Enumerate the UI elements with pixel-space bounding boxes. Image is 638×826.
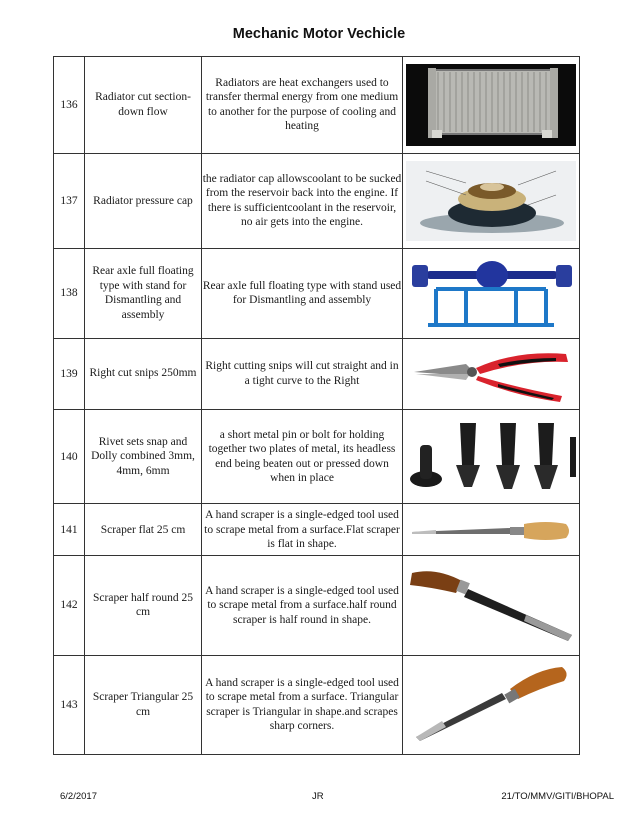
table-row	[54, 504, 580, 556]
item-name: Right cut snips 250mm	[85, 338, 202, 409]
item-description: the radiator cap allowscoolant to be sucked from the reservoir back into the engine. If there is sufficientcoolant in the reservoir, no air gets into the engine.	[202, 153, 403, 248]
item-description: Radiators are heat exchangers used to transfer thermal energy from one medium to another for the purpose of cooling and heating	[202, 57, 403, 154]
row-number: 139	[54, 338, 85, 409]
snips-image	[403, 338, 580, 409]
footer-date: 6/2/2017	[60, 791, 97, 802]
footer-code: 21/TO/MMV/GITI/BHOPAL	[501, 791, 614, 802]
footer-author: JR	[312, 791, 324, 802]
table-row	[54, 338, 580, 409]
rivet-sets-image	[403, 409, 580, 504]
flat-scraper-image	[403, 504, 580, 556]
item-description: A hand scraper is a single-edged tool used to scrape metal from a surface.half round scraper is half round in shape.	[202, 556, 403, 655]
item-name: Radiator pressure cap	[85, 153, 202, 248]
row-number: 141	[54, 504, 85, 556]
row-number: 137	[54, 153, 85, 248]
item-description: a short metal pin or bolt for holding together two plates of metal, its headless end being beaten out or pressed down when in place	[202, 409, 403, 504]
equipment-table	[53, 56, 580, 755]
table-row	[54, 556, 580, 655]
triangular-scraper-image	[403, 655, 580, 754]
item-name: Scraper half round 25 cm	[85, 556, 202, 655]
table-row	[54, 57, 580, 154]
table-row	[54, 153, 580, 248]
item-description: A hand scraper is a single-edged tool used to scrape metal from a surface.Flat scraper is flat in shape.	[202, 504, 403, 556]
item-description: A hand scraper is a single-edged tool used to scrape metal from a surface. Triangular scraper is Triangular in shape.and scrapes sharp corners.	[202, 655, 403, 754]
item-description: Rear axle full floating type with stand used for Dismantling and assembly	[202, 248, 403, 338]
row-number: 143	[54, 655, 85, 754]
rear-axle-image	[403, 248, 580, 338]
item-name: Radiator cut section- down flow	[85, 57, 202, 154]
row-number: 140	[54, 409, 85, 504]
item-name: Rear axle full floating type with stand for Dismantling and assembly	[85, 248, 202, 338]
item-name: Scraper flat 25 cm	[85, 504, 202, 556]
radiator-image	[403, 57, 580, 154]
table-row	[54, 655, 580, 754]
half-round-scraper-image	[403, 556, 580, 655]
table-row	[54, 409, 580, 504]
row-number: 136	[54, 57, 85, 154]
radiator-cap-image	[403, 153, 580, 248]
row-number: 138	[54, 248, 85, 338]
item-description: Right cutting snips will cut straight and in a tight curve to the Right	[202, 338, 403, 409]
item-name: Rivet sets snap and Dolly combined 3mm, 4mm, 6mm	[85, 409, 202, 504]
row-number: 142	[54, 556, 85, 655]
item-name: Scraper Triangular 25 cm	[85, 655, 202, 754]
table-row	[54, 248, 580, 338]
page-title: Mechanic Motor Vechicle	[232, 26, 406, 42]
